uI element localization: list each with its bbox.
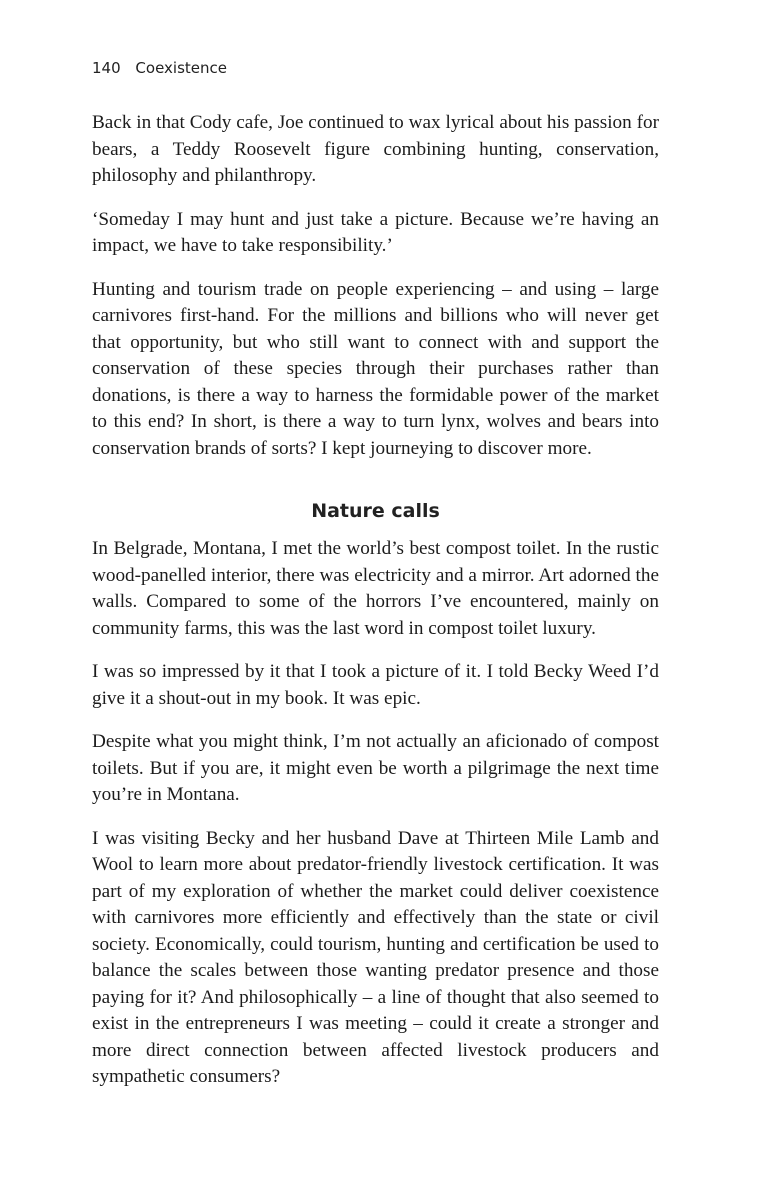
paragraph-thirteen-mile: I was visiting Becky and her husband Dave at Thirteen Mile Lamb and Wool to learn more about predator-friendly livestock certification. It was part of my exploration of whether the market could deliver coexistence with carnivores more efficiently and effectively than the state or civil society. Economically, could tourism, hunting and certification be used to balance the scales between those wanting predator presence and those paying for it? And philosophically – a line of thought that also seemed to exist in the entrepreneurs I was meeting – could it create a stronger and more direct connection between affected livestock producers and sympathetic consumers? [92, 827, 659, 1087]
paragraph-aficionado: Despite what you might think, I’m not actually an aficionado of compost toilets. But if you are, it might even be worth a pilgrimage the next time you’re in Montana. [92, 731, 659, 805]
running-head [92, 56, 659, 80]
paragraph-quote: ‘Someday I may hunt and just take a picture. Because we’re having an impact, we have to take responsibility.’ [92, 208, 659, 256]
section-heading: Nature calls [311, 500, 440, 522]
page-number: 140 [92, 59, 121, 77]
book-page [92, 56, 659, 1108]
paragraph-belgrade: In Belgrade, Montana, I met the world’s best compost toilet. In the rustic wood-panelled interior, there was electricity and a mirror. Art adorned the walls. Compared to some of the horrors I’ve encountered, mainly on community farms, this was the last word in compost toilet luxury. [92, 538, 659, 639]
running-title: Coexistence [135, 59, 227, 77]
paragraph-hunting-tourism: Hunting and tourism trade on people experiencing – and using – large carnivores first-hand. For the millions and billions who will never get that opportunity, but who still want to connect with and support the conservation of these species through their purchases rather than donations, is there a way to harness the formidable power of the market to this end? In short, is there a way to turn lynx, wolves and bears into conservation brands of sorts? I kept journeying to discover more. [92, 278, 659, 459]
paragraph-picture: I was so impressed by it that I took a picture of it. I told Becky Weed I’d give it a shout-out in my book. It was epic. [92, 661, 659, 709]
paragraph-cody-cafe: Back in that Cody cafe, Joe continued to wax lyrical about his passion for bears, a Teddy Roosevelt figure combining hunting, conservation, philosophy and philanthropy. [92, 112, 659, 186]
